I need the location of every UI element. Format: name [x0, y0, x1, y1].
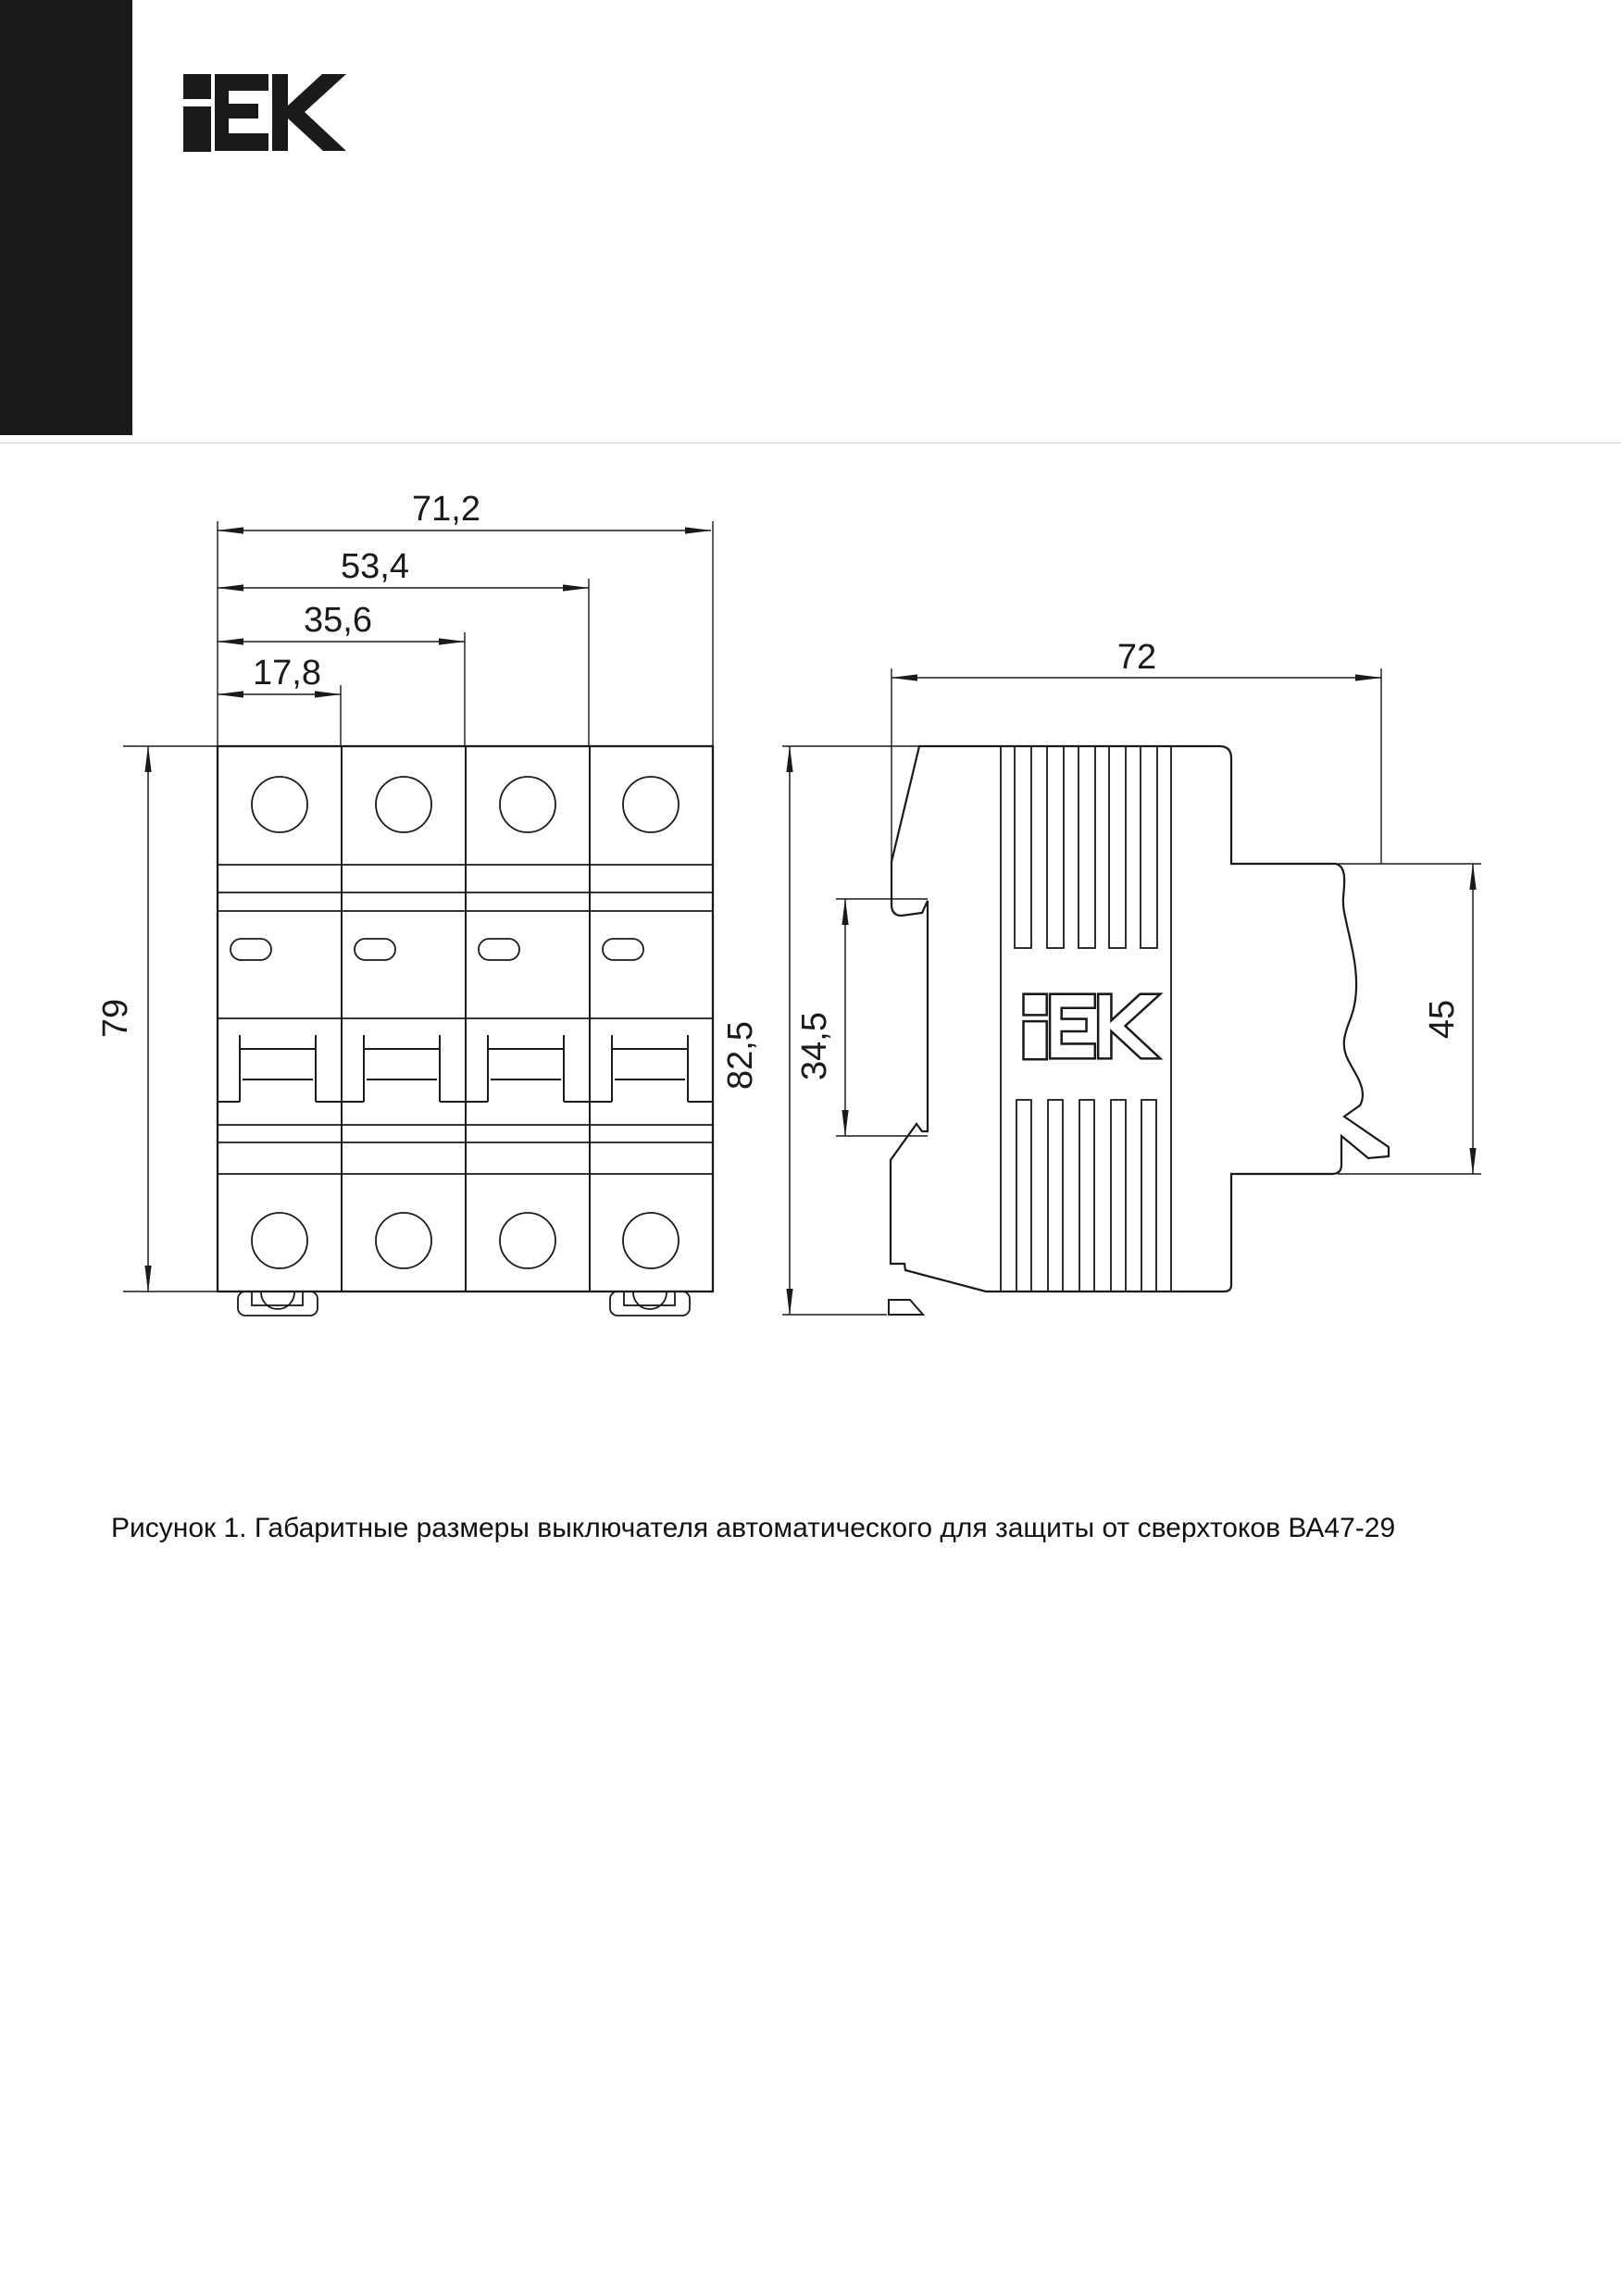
figure-caption: Рисунок 1. Габаритные размеры выключателя автоматического для защиты от сверхтоков ВА47-29	[111, 1513, 1396, 1543]
iek-logo	[183, 74, 346, 152]
dim-label-82-5: 82,5	[721, 1021, 760, 1090]
front-label-windows	[231, 939, 643, 960]
dim-label-45: 45	[1423, 999, 1462, 1040]
dim-label-79: 79	[96, 998, 135, 1039]
front-din-clips	[238, 1292, 690, 1316]
side-vent-slots-bottom	[1016, 1100, 1156, 1292]
karat-label: KARAT	[9, 69, 113, 370]
dim-label-34-5: 34,5	[795, 1012, 834, 1080]
front-view	[96, 490, 713, 1316]
side-din-clip-tab	[889, 1300, 923, 1315]
side-view	[721, 638, 1481, 1315]
dim-label-71-2: 71,2	[412, 490, 480, 529]
side-outline	[891, 746, 1389, 1292]
front-dimension-labels	[96, 490, 480, 1038]
side-dimensions	[782, 668, 1481, 1315]
dim-label-72: 72	[1116, 638, 1157, 677]
front-dimensions	[123, 521, 713, 1292]
dim-label-53-4: 53,4	[341, 547, 409, 586]
side-iek-logo	[1024, 994, 1161, 1060]
dim-label-35-6: 35,6	[304, 601, 372, 640]
dim-label-17-8: 17,8	[253, 654, 321, 693]
side-vent-slots-top	[1015, 746, 1157, 948]
front-body	[218, 746, 713, 1292]
